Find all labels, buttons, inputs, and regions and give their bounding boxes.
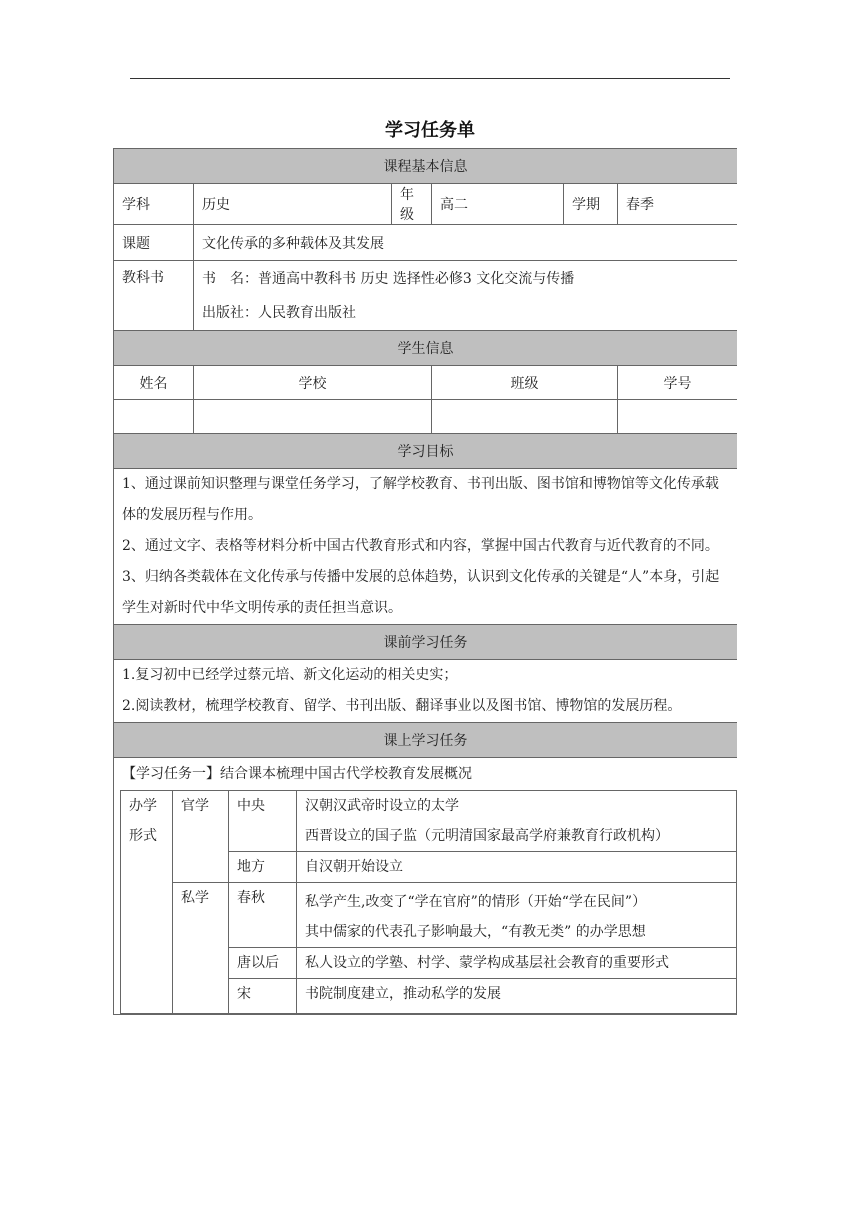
school-education-table bbox=[120, 790, 737, 1014]
after-tang-label: 唐以后 bbox=[229, 948, 297, 979]
term-value: 春季 bbox=[618, 184, 738, 225]
spring-autumn-content bbox=[297, 883, 737, 948]
objective-item: 2、通过文字、表格等材料分析中国古代教育形式和内容，掌握中国古代教育与近代教育的不同。 bbox=[122, 538, 719, 554]
school-input[interactable] bbox=[194, 400, 432, 434]
private-label: 私学 bbox=[173, 883, 229, 1014]
grade-value: 高二 bbox=[432, 184, 564, 225]
topic-label: 课题 bbox=[114, 225, 194, 261]
name-input[interactable] bbox=[114, 400, 194, 434]
topic-value: 文化传承的多种载体及其发展 bbox=[194, 225, 738, 261]
subject-label: 学科 bbox=[114, 184, 194, 225]
central-content bbox=[297, 791, 737, 852]
section-in-class: 课上学习任务 bbox=[114, 723, 738, 758]
category-label: 办学形式 bbox=[129, 798, 157, 844]
header-rule bbox=[130, 78, 730, 79]
section-student-info: 学生信息 bbox=[114, 331, 738, 366]
textbook-value bbox=[194, 261, 738, 331]
central-line: 西晋设立的国子监（元明清国家最高学府兼教育行政机构） bbox=[305, 828, 669, 844]
section-pre-class: 课前学习任务 bbox=[114, 625, 738, 660]
subject-value: 历史 bbox=[194, 184, 392, 225]
textbook-publisher: 出版社：人民教育出版社 bbox=[202, 304, 356, 321]
col-school: 学校 bbox=[194, 366, 432, 400]
objective-item: 3、归纳各类载体在文化传承与传播中发展的总体趋势，认识到文化传承的关键是“人”本身，引起学生对新时代中华文明传承的责任担当意识。 bbox=[122, 569, 720, 616]
in-class-body bbox=[114, 758, 738, 1015]
central-label: 中央 bbox=[229, 791, 297, 852]
col-class: 班级 bbox=[432, 366, 618, 400]
objectives-list bbox=[114, 469, 738, 625]
spring-autumn-label: 春秋 bbox=[229, 883, 297, 948]
task-sheet bbox=[113, 148, 737, 1080]
section-course-info: 课程基本信息 bbox=[114, 149, 738, 184]
textbook-label: 教科书 bbox=[114, 261, 194, 331]
student-id-input[interactable] bbox=[618, 400, 738, 434]
pre-class-item: 2.阅读教材，梳理学校教育、留学、书刊出版、翻译事业以及图书馆、博物馆的发展历程。 bbox=[122, 698, 682, 714]
col-student-id: 学号 bbox=[618, 366, 738, 400]
spring-autumn-line: 私学产生,改变了“学在官府”的情形（开始“学在民间”） bbox=[305, 894, 647, 910]
category-cell bbox=[121, 791, 173, 1014]
grade-label: 年级 bbox=[392, 184, 432, 225]
pre-class-item: 1.复习初中已经学过蔡元培、新文化运动的相关史实； bbox=[122, 667, 458, 683]
local-label: 地方 bbox=[229, 852, 297, 883]
pre-class-list bbox=[114, 660, 738, 723]
official-label: 官学 bbox=[173, 791, 229, 883]
page-title: 学习任务单 bbox=[385, 120, 475, 141]
section-objectives: 学习目标 bbox=[114, 434, 738, 469]
after-tang-content: 私人设立的学塾、村学、蒙学构成基层社会教育的重要形式 bbox=[297, 948, 737, 979]
local-content: 自汉朝开始设立 bbox=[297, 852, 737, 883]
song-label: 宋 bbox=[229, 979, 297, 1014]
central-line: 汉朝汉武帝时设立的太学 bbox=[305, 798, 459, 814]
class-input[interactable] bbox=[432, 400, 618, 434]
task1-title: 【学习任务一】结合课本梳理中国古代学校教育发展概况 bbox=[122, 766, 472, 782]
song-content: 书院制度建立，推动私学的发展 bbox=[297, 979, 737, 1014]
term-label: 学期 bbox=[564, 184, 618, 225]
spring-autumn-line: 其中儒家的代表孔子影响最大，“有教无类” 的办学思想 bbox=[305, 924, 646, 940]
task-sheet-table bbox=[113, 148, 737, 1015]
textbook-name: 书 名：普通高中教科书 历史 选择性必修3 文化交流与传播 bbox=[202, 270, 575, 287]
objective-item: 1、通过课前知识整理与课堂任务学习，了解学校教育、书刊出版、图书馆和博物馆等文化传承载体的发展历程与作用。 bbox=[122, 476, 719, 523]
col-name: 姓名 bbox=[114, 366, 194, 400]
